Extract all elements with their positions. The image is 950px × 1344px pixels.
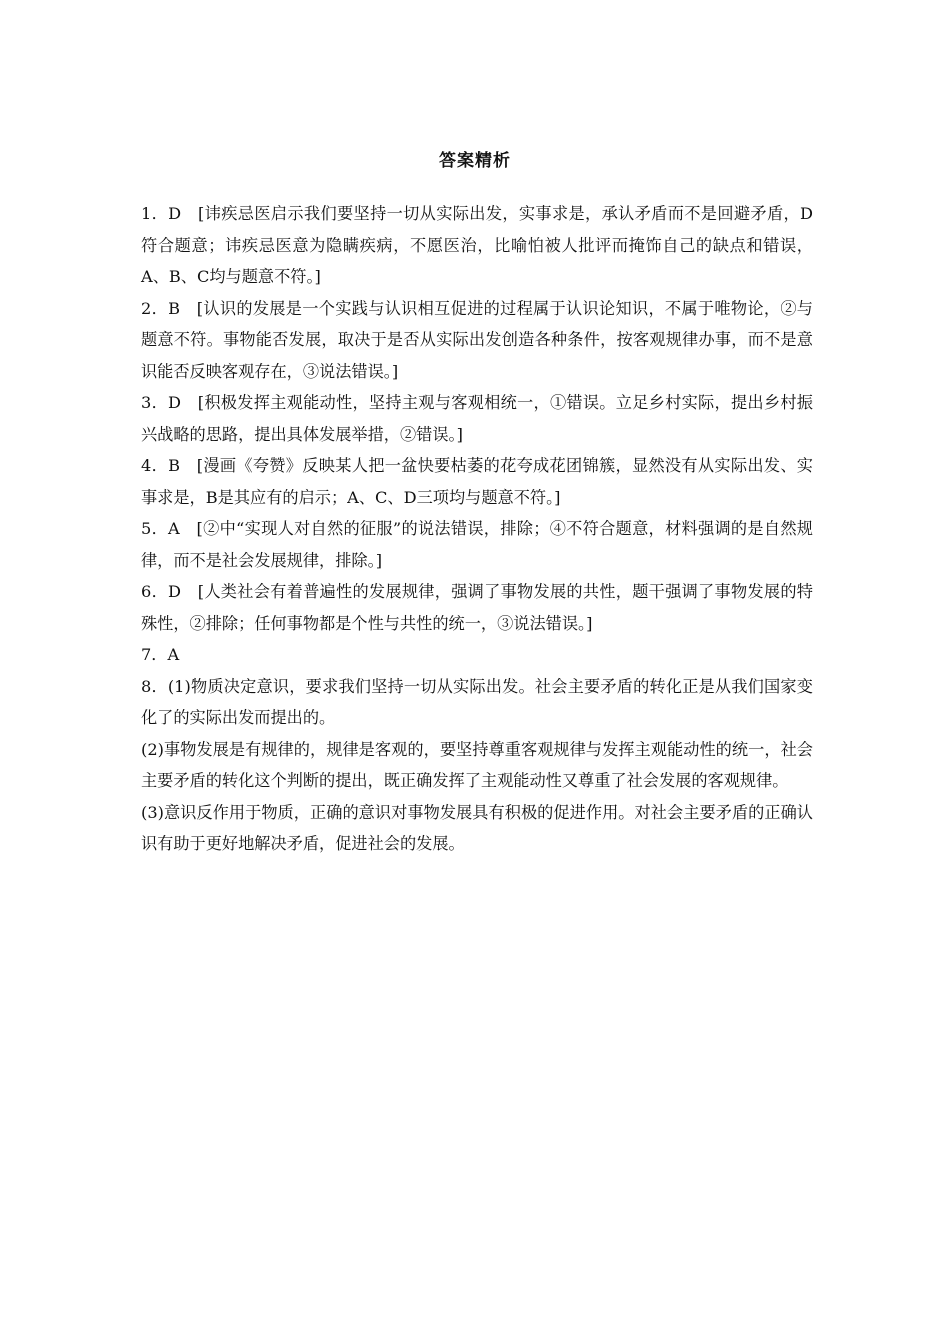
answer-item-8-part-3: (3)意识反作用于物质，正确的意识对事物发展具有积极的促进作用。对社会主要矛盾的正确认识有助于更好地解决矛盾，促进社会的发展。 [141, 802, 813, 853]
answer-item-2: 2．B [认识的发展是一个实践与认识相互促进的过程属于认识论知识，不属于唯物论，②与题意不符。事物能否发展，取决于是否从实际出发创造各种条件，按客观规律办事，而不是意识能否反映客观存在，③说法错误。] [141, 298, 813, 381]
answer-item-1: 1．D [讳疾忌医启示我们要坚持一切从实际出发，实事求是，承认矛盾而不是回避矛盾，D符合题意；讳疾忌医意为隐瞒疾病，不愿医治，比喻怕被人批评而掩饰自己的缺点和错误，A、B、C均与题意不符。] [141, 204, 813, 286]
answer-item-5: 5．A [②中“实现人对自然的征服”的说法错误，排除；④不符合题意，材料强调的是自然规律，而不是社会发展规律，排除。] [141, 519, 813, 570]
answer-item-8-part-2: (2)事物发展是有规律的，规律是客观的，要坚持尊重客观规律与发挥主观能动性的统一，社会主要矛盾的转化这个判断的提出，既正确发挥了主观能动性又尊重了社会发展的客观规律。 [141, 739, 813, 790]
answer-item-8-part-1: 8．(1)物质决定意识，要求我们坚持一切从实际出发。社会主要矛盾的转化正是从我们国家变化了的实际出发而提出的。 [141, 676, 813, 727]
answer-list [141, 198, 813, 860]
answer-item-3: 3．D [积极发挥主观能动性，坚持主观与客观相统一，①错误。立足乡村实际，提出乡村振兴战略的思路，提出具体发展举措，②错误。] [141, 393, 813, 444]
answer-item-7: 7．A [141, 645, 180, 664]
page-title: 答案精析 [439, 151, 511, 171]
answer-item-4: 4．B [漫画《夸赞》反映某人把一盆快要枯萎的花夸成花团锦簇，显然没有从实际出发、实事求是，B是其应有的启示；A、C、D三项均与题意不符。] [141, 456, 813, 507]
answer-item-6: 6．D [人类社会有着普遍性的发展规律，强调了事物发展的共性，题干强调了事物发展的特殊性，②排除；任何事物都是个性与共性的统一，③说法错误。] [141, 582, 813, 633]
